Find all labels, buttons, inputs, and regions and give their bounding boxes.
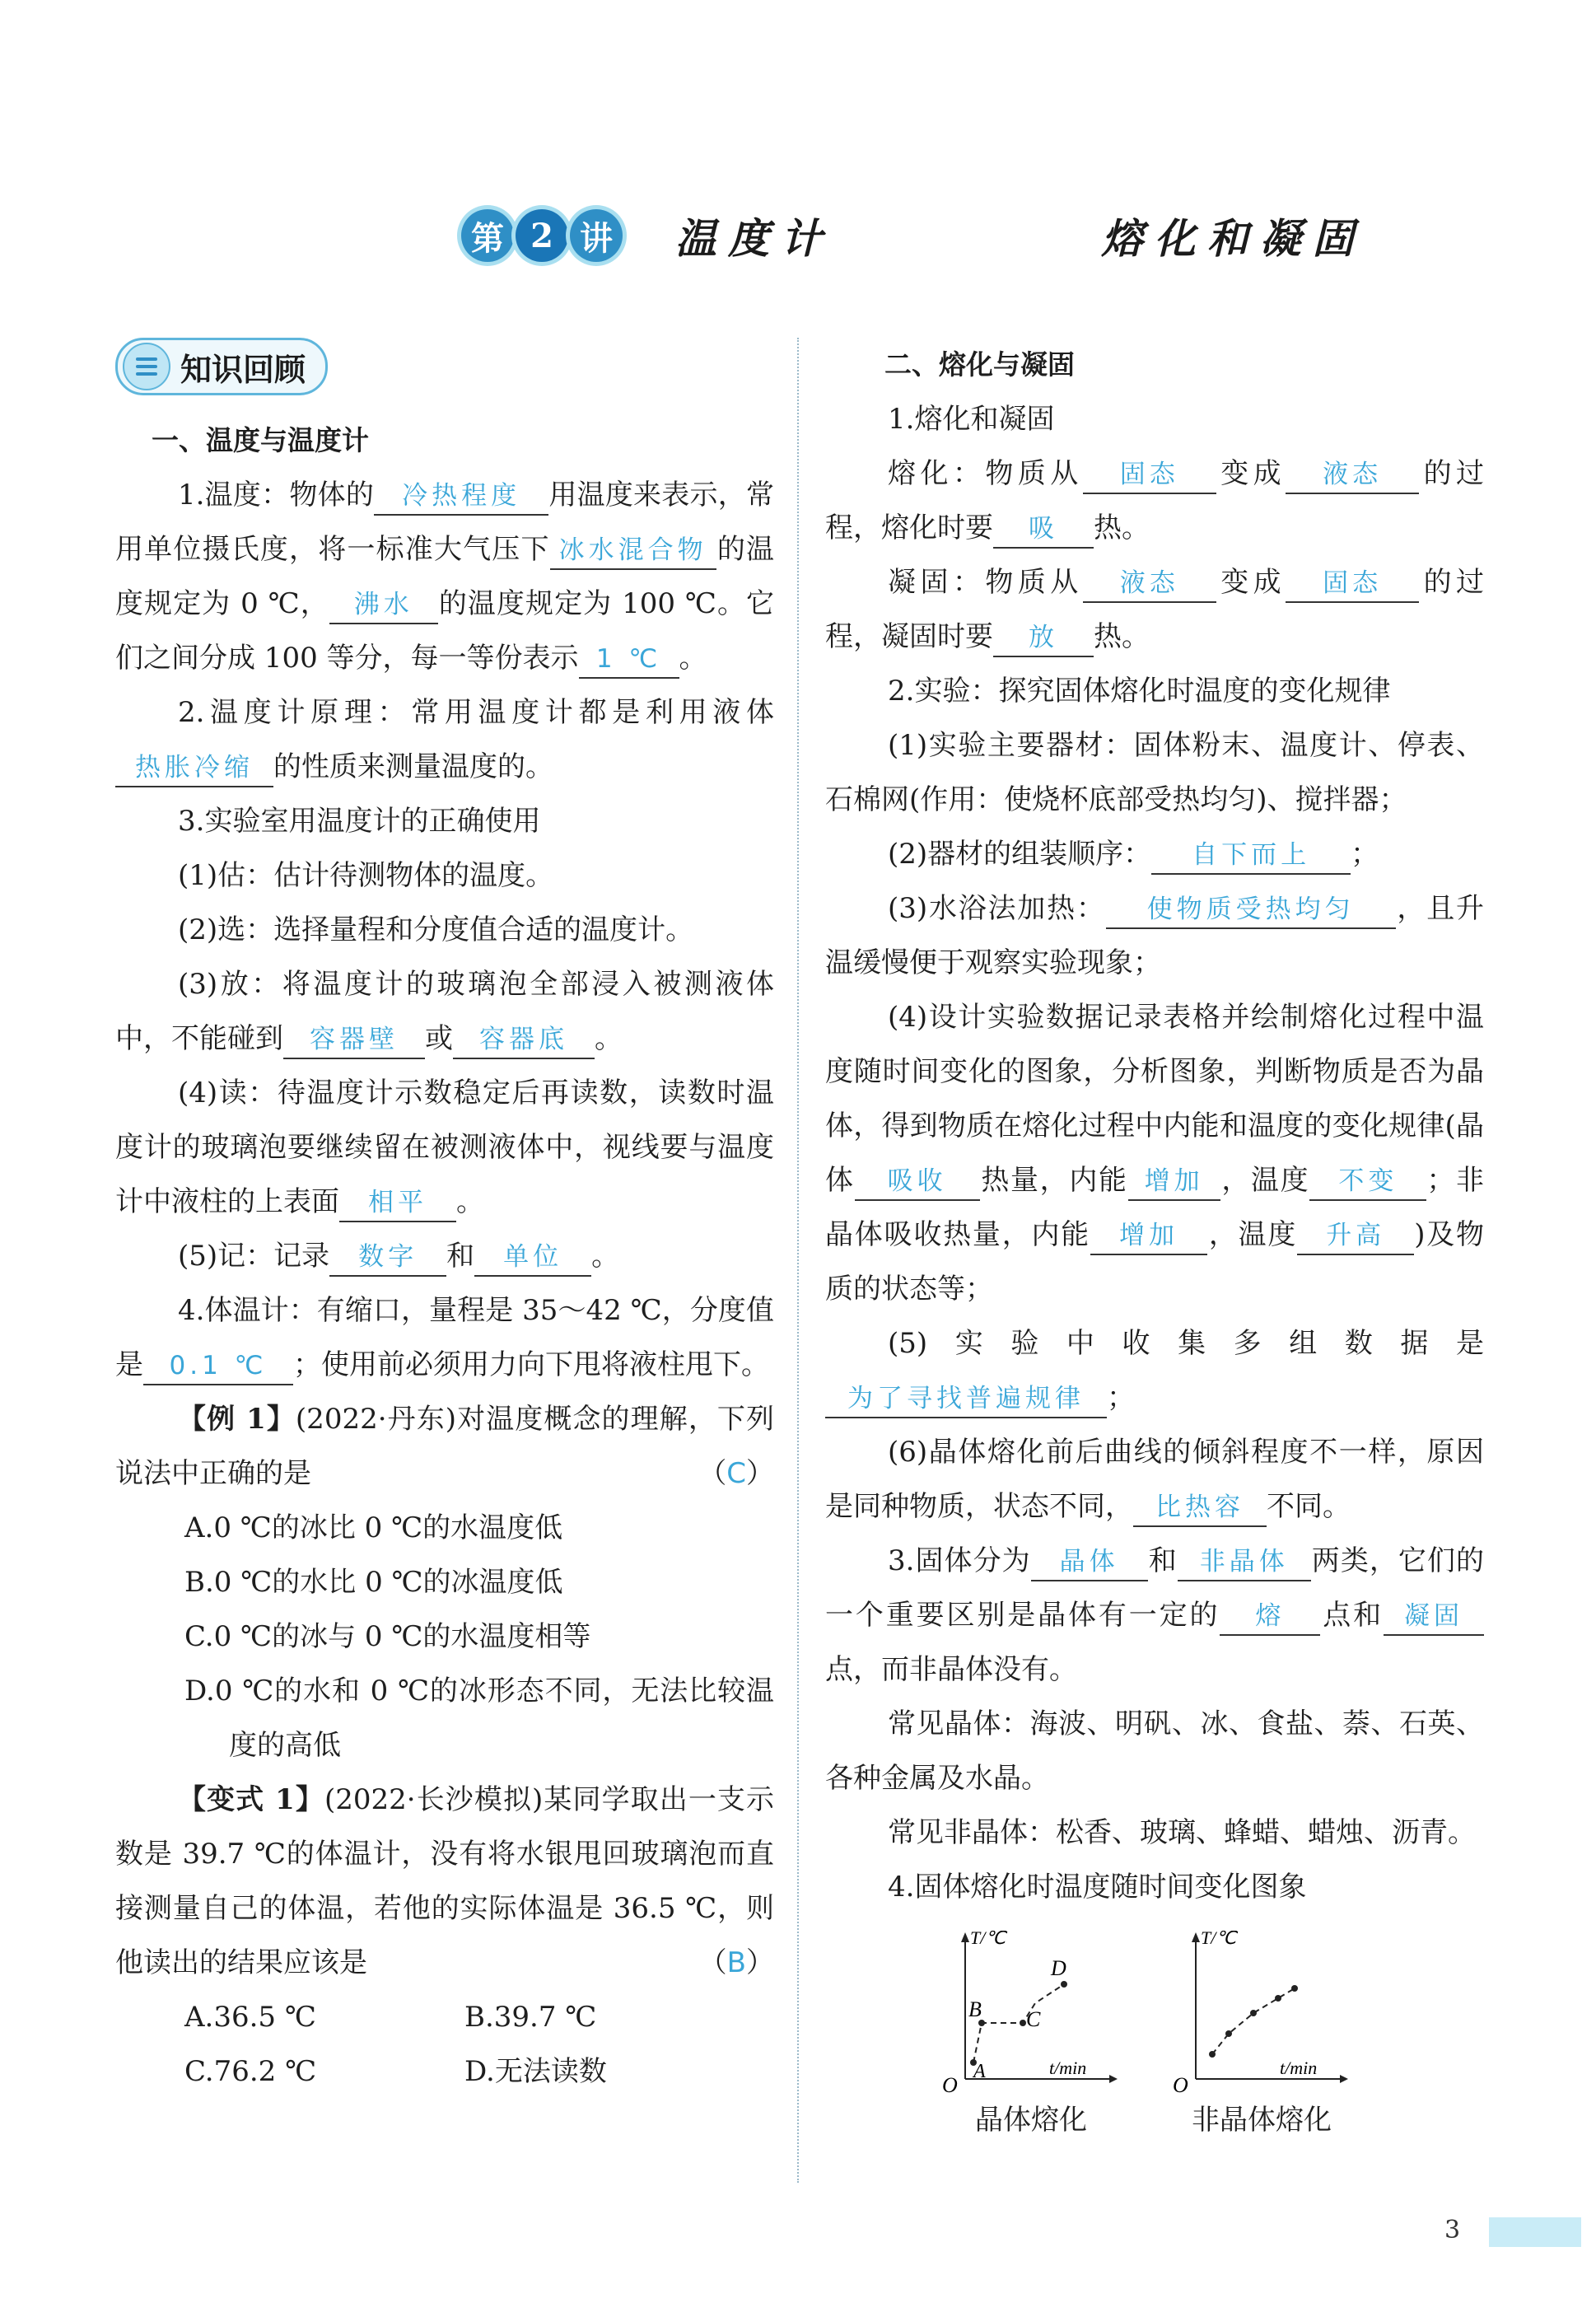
section-pill — [115, 338, 328, 395]
answer-blank: 为了寻找普遍规律 — [825, 1380, 1107, 1418]
para-usage-1: (1)估：估计待测物体的温度。 — [178, 859, 554, 892]
section-label: 知识回顾 — [180, 351, 306, 388]
page-number: 3 — [1444, 2216, 1461, 2245]
lesson-title: 温度计 熔化和凝固 — [675, 214, 1365, 263]
answer-blank: 液态 — [1083, 565, 1216, 603]
para-usage-5: (5)记：记录 数字 和 单位 。 — [115, 1229, 774, 1283]
answer-blank: 非晶体 — [1178, 1544, 1311, 1581]
para-usage-title: 3.实验室用温度计的正确使用 — [178, 805, 541, 838]
answer-blank: 容器壁 — [283, 1021, 425, 1059]
para-experiment-title: 2.实验：探究固体熔化时温度的变化规律 — [888, 675, 1391, 708]
answer-blank: 吸收 — [855, 1163, 980, 1201]
answer-blank: 0.1 ℃ — [143, 1348, 293, 1385]
answer-blank: 熔 — [1220, 1598, 1320, 1636]
point-a-label: A — [973, 2061, 986, 2082]
badge-char-1: 第 — [461, 209, 514, 262]
para-temperature-def: 1.温度：物体的 冷热程度 用温度来表示，常用单位摄氏度，将一标准大气压下 冰水混合物 的温度规定为 0 ℃， 沸水 的温度规定为 100 ℃。它们之间分成 100 等分，每一等份表示 1 ℃ 。 — [115, 468, 774, 685]
x-axis-label: t/min — [1049, 2058, 1087, 2078]
crystal-caption: 晶体熔化 — [975, 2104, 1087, 2137]
para-experiment-3: (3)水浴法加热： 使物质受热均匀 ，且升温缓慢便于观察实验现象； — [825, 892, 1484, 979]
para-usage-4: (4)读：待温度计示数稳定后再读数，读数时温度计的玻璃泡要继续留在被测液体中，视线要与温度计中液柱的上表面 相平 。 — [115, 1066, 774, 1229]
answer-blank: 吸 — [993, 511, 1094, 549]
answer-blank: 凝固 — [1384, 1598, 1484, 1636]
choice-answer: C — [726, 1457, 746, 1490]
option-d: D.0 ℃的水和 0 ℃的冰形态不同，无法比较温度的高低 — [184, 1675, 774, 1762]
answer-blank: 增加 — [1128, 1163, 1220, 1201]
y-axis-label: T/℃ — [970, 1931, 1006, 1948]
amorphous-graph-svg — [1171, 1931, 1352, 2095]
para-melt-freeze-title: 1.熔化和凝固 — [888, 403, 1055, 436]
option-c: C.0 ℃的冰与 0 ℃的水温度相等 — [184, 1620, 591, 1653]
lesson-badge — [461, 207, 624, 264]
para-experiment-1: (1)实验主要器材：固体粉末、温度计、停表、石棉网(作用：使烧杯底部受热均匀)、搅拌器； — [825, 729, 1484, 816]
variant-options-ab: A.36.5 ℃ B.39.7 ℃ — [184, 2001, 597, 2034]
answer-blank: 固态 — [1083, 456, 1216, 494]
answer-blank: 热胀冷缩 — [115, 750, 273, 787]
x-axis-label: t/min — [1280, 2058, 1318, 2078]
left-column — [115, 338, 774, 2099]
point-d-label: D — [1051, 1956, 1066, 1980]
badge-char-3: 讲 — [570, 209, 623, 262]
para-clinical-thermometer: 4.体温计：有缩口，量程是 35～42 ℃，分度值是 0.1 ℃ ；使用前必须用力向下甩将液柱甩下。 — [115, 1283, 774, 1392]
heading-melting: 二、熔化与凝固 — [884, 348, 1075, 381]
answer-blank: 自下而上 — [1151, 837, 1351, 875]
y-axis-label: T/℃ — [1201, 1931, 1237, 1948]
origin-label: O — [1173, 2073, 1188, 2095]
crystal-melting-graph — [940, 1931, 1122, 2137]
answer-blank: 比热容 — [1133, 1489, 1267, 1527]
para-thermometer-principle: 2.温度计原理：常用温度计都是利用液体热胀冷缩 的性质来测量温度的。 — [115, 685, 774, 794]
example-1-question: 【例 1】(2022·丹东)对温度概念的理解，下列说法中正确的是 （C） — [115, 1392, 774, 1501]
origin-label: O — [942, 2073, 958, 2095]
para-experiment-4: (4)设计实验数据记录表格并绘制熔化过程中温度随时间变化的图象，分析图象，判断物质是否为晶体，得到物质在熔化过程中内能和温度的变化规律(晶体 吸收 热量，内能 增加 ，温度 不变 ；非晶体吸收热量，内能 增加 ，温度 升高 )及物质的状态等； — [825, 1001, 1485, 1306]
answer-blank: 沸水 — [329, 586, 438, 624]
right-column — [825, 338, 1484, 2145]
para-usage-3: (3)放：将温度计的玻璃泡全部浸入被测液体中，不能碰到 容器壁 或 容器底 。 — [115, 957, 774, 1066]
answer-blank: 1 ℃ — [579, 641, 679, 679]
variant-options-cd: C.76.2 ℃ D.无法读数 — [184, 2055, 607, 2088]
answer-paren: （B） — [698, 1946, 774, 1979]
melting-graphs — [825, 1931, 1484, 2145]
para-melting-def: 熔化：物质从 固态 变成 液态 的过程，熔化时要 吸 热。 — [825, 446, 1484, 555]
para-experiment-5: (5)实验中收集多组数据是为了寻找普遍规律 ； — [825, 1316, 1484, 1425]
answer-blank: 升高 — [1297, 1217, 1414, 1255]
answer-blank: 冷热程度 — [374, 478, 548, 516]
lesson-header — [461, 204, 1365, 267]
answer-blank: 固态 — [1286, 565, 1419, 603]
para-experiment-2: (2)器材的组装顺序： 自下而上 ； — [825, 827, 1484, 881]
para-common-amorphous: 常见非晶体：松香、玻璃、蜂蜡、蜡烛、沥青。 — [888, 1816, 1476, 1849]
answer-blank: 放 — [993, 619, 1094, 657]
answer-blank: 单位 — [474, 1239, 591, 1277]
page-number-bar — [1489, 2217, 1581, 2247]
answer-blank: 容器底 — [453, 1021, 595, 1059]
option-b: B.0 ℃的水比 0 ℃的冰温度低 — [184, 1566, 563, 1599]
badge-char-2: 2 — [516, 209, 568, 262]
answer-blank: 不变 — [1309, 1163, 1426, 1201]
heading-temperature: 一、温度与温度计 — [152, 424, 369, 456]
choice-answer: B — [726, 1946, 746, 1979]
amorphous-caption: 非晶体熔化 — [1192, 2104, 1332, 2137]
para-freezing-def: 凝固：物质从 液态 变成 固态 的过程，凝固时要 放 热。 — [825, 555, 1484, 664]
option-a: A.0 ℃的冰比 0 ℃的水温度低 — [184, 1511, 563, 1544]
para-experiment-6: (6)晶体熔化前后曲线的倾斜程度不一样，原因是同种物质，状态不同， 比热容 不同。 — [825, 1425, 1484, 1534]
answer-blank: 数字 — [329, 1239, 446, 1277]
crystal-graph-svg — [940, 1931, 1122, 2095]
answer-blank: 相平 — [339, 1184, 456, 1222]
column-divider — [797, 338, 799, 2183]
point-c-label: C — [1026, 2007, 1041, 2031]
answer-blank: 使物质受热均匀 — [1106, 891, 1396, 929]
para-common-crystals: 常见晶体：海波、明矾、冰、食盐、萘、石英、各种金属及水晶。 — [825, 1707, 1484, 1795]
para-solid-types: 3.固体分为 晶体 和 非晶体 两类，它们的一个重要区别是晶体有一定的 熔 点和 凝固点，而非晶体没有。 — [825, 1544, 1485, 1686]
variant-1-question: 【变式 1】(2022·长沙模拟)某同学取出一支示数是 39.7 ℃的体温计，没有将水银甩回玻璃泡而直接测量自己的体温，若他的实际体温是 36.5 ℃，则他读出的结果应该是 （B） — [115, 1773, 774, 1990]
answer-blank: 液态 — [1286, 456, 1419, 494]
para-graph-title: 4.固体熔化时温度随时间变化图象 — [888, 1871, 1307, 1904]
list-icon — [123, 343, 170, 390]
answer-blank: 增加 — [1090, 1217, 1207, 1255]
answer-paren: （C） — [698, 1457, 774, 1490]
amorphous-melting-graph — [1171, 1931, 1352, 2137]
answer-blank: 晶体 — [1031, 1544, 1148, 1581]
point-b-label: B — [968, 1997, 982, 2021]
para-usage-2: (2)选：选择量程和分度值合适的温度计。 — [178, 913, 694, 946]
answer-blank: 冰水混合物 — [550, 532, 716, 570]
